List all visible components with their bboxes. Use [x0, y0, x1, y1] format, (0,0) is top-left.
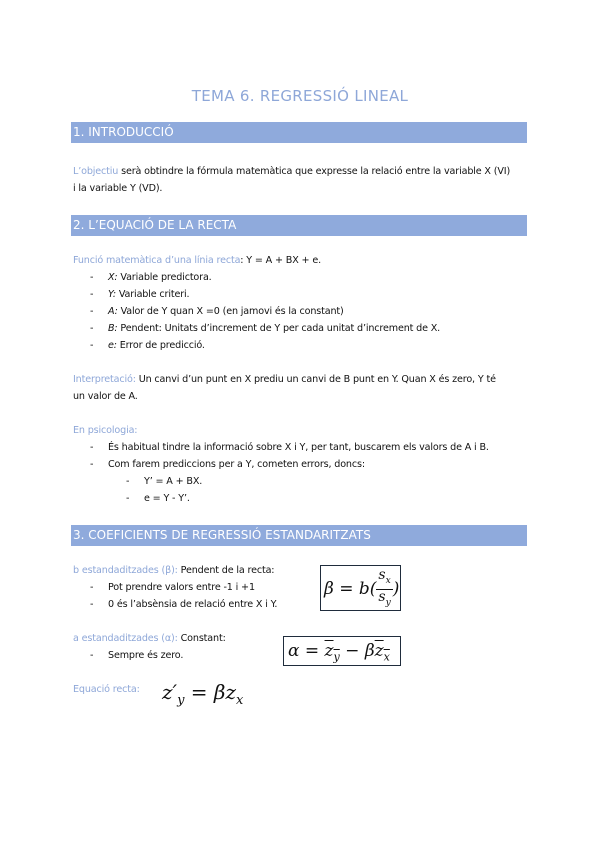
list-item: Pot prendre valors entre -1 i +1 [108, 582, 255, 593]
list-item [108, 321, 440, 337]
item-text: Valor de Y quan X =0 (en jamovi és la constant) [117, 306, 344, 317]
intro-text: serà obtindre la fórmula matemàtica que expresse la relació entre la variable X (VI) [118, 166, 511, 177]
beta-text: Pendent de la recta: [177, 565, 275, 576]
numerator-subscript: x [385, 575, 391, 586]
z-subscript: y [333, 650, 340, 664]
bullet-dash: - [90, 582, 94, 593]
intro-label: L’objectiu [73, 166, 119, 177]
alpha-formula-mid: − β [339, 641, 375, 661]
item-term: Y: [108, 289, 116, 300]
beta-fraction [376, 568, 392, 611]
list-item: Com farem prediccions per a Y, cometen errors, doncs: [108, 459, 365, 470]
list-item [108, 304, 344, 320]
bullet-dash: - [90, 599, 94, 610]
list-item: Sempre és zero. [108, 650, 184, 661]
section-heading-equacio: 2. L’EQUACIÓ DE LA RECTA [71, 215, 527, 236]
sub-bullet-dash: - [126, 493, 130, 504]
psychology-label: En psicologia: [73, 425, 138, 436]
z-subscript: x [236, 693, 244, 708]
mean-z-x [374, 641, 390, 664]
bullet-dash: - [90, 442, 94, 453]
interpretation-line-1 [73, 372, 496, 388]
bullet-dash: - [90, 272, 94, 283]
alpha-formula [288, 638, 390, 670]
list-item [108, 270, 212, 286]
beta-formula [324, 568, 399, 611]
item-term: X: [108, 272, 118, 283]
beta-label: b estandaditzades (β): [73, 565, 178, 576]
bullet-dash: - [90, 306, 94, 317]
section-heading-coeficients: 3. COEFICIENTS DE REGRESSIÓ ESTANDARITZATS [71, 525, 527, 546]
alpha-formula-lhs: α = [288, 641, 325, 661]
function-value: : Y = A + BX + e. [240, 255, 321, 266]
equation-mid: = β [184, 680, 226, 704]
item-term: B: [108, 323, 118, 334]
interpretation-text: Un canvi d’un punt en X prediu un canvi de B punt en Y. Quan X és zero, Y té [135, 374, 496, 385]
function-line [73, 253, 321, 269]
function-label: Funció matemàtica d’una línia recta [73, 255, 241, 266]
sub-bullet-dash: - [126, 476, 130, 487]
z-symbol: z [374, 641, 384, 661]
standardized-equation [162, 677, 243, 716]
interpretation-line-2: un valor de A. [73, 391, 138, 402]
intro-line-2: i la variable Y (VD). [73, 183, 163, 194]
bullet-dash: - [90, 340, 94, 351]
list-item [108, 287, 189, 303]
list-item: 0 és l’absènsia de relació entre X i Y. [108, 599, 278, 610]
bullet-dash: - [90, 323, 94, 334]
bullet-dash: - [90, 459, 94, 470]
fraction-numerator: s [378, 567, 386, 583]
list-item: És habitual tindre la informació sobre X i Y, per tant, buscarem els valors de A i B. [108, 442, 489, 453]
interpretation-label: Interpretació: [73, 374, 136, 385]
z-symbol: z [324, 641, 334, 661]
list-item [108, 338, 205, 354]
denominator-subscript: y [385, 597, 391, 608]
mean-z-y [324, 641, 340, 664]
bullet-dash: - [90, 289, 94, 300]
fraction-denominator: s [378, 588, 386, 605]
z-prime-symbol: z′ [162, 680, 178, 704]
beta-formula-rhs: ) [392, 578, 400, 599]
beta-formula-lhs: β = b( [324, 578, 377, 599]
alpha-text: Constant: [177, 633, 226, 644]
document-title: TEMA 6. REGRESSIÓ LINEAL [191, 87, 409, 105]
sub-list-item: Y’ = A + BX. [144, 476, 203, 487]
item-term: A: [108, 306, 118, 317]
z-subscript: x [383, 650, 390, 664]
item-text: Error de predicció. [116, 340, 205, 351]
bullet-dash: - [90, 650, 94, 661]
item-text: Variable predictora. [117, 272, 212, 283]
beta-line [73, 563, 274, 579]
z-prime-subscript: y [177, 693, 185, 708]
item-text: Pendent: Unitats d’increment de Y per cada unitat d’increment de X. [117, 323, 441, 334]
item-term: e: [108, 340, 117, 351]
alpha-line [73, 631, 226, 647]
z-symbol: z [225, 680, 237, 704]
section-heading-introduccio: 1. INTRODUCCIÓ [71, 122, 527, 143]
item-text: Variable criteri. [115, 289, 190, 300]
equation-label: Equació recta: [73, 684, 140, 695]
intro-line-1 [73, 164, 510, 180]
alpha-label: a estandaditzades (α): [73, 633, 178, 644]
sub-list-item: e = Y - Y’. [144, 493, 190, 504]
